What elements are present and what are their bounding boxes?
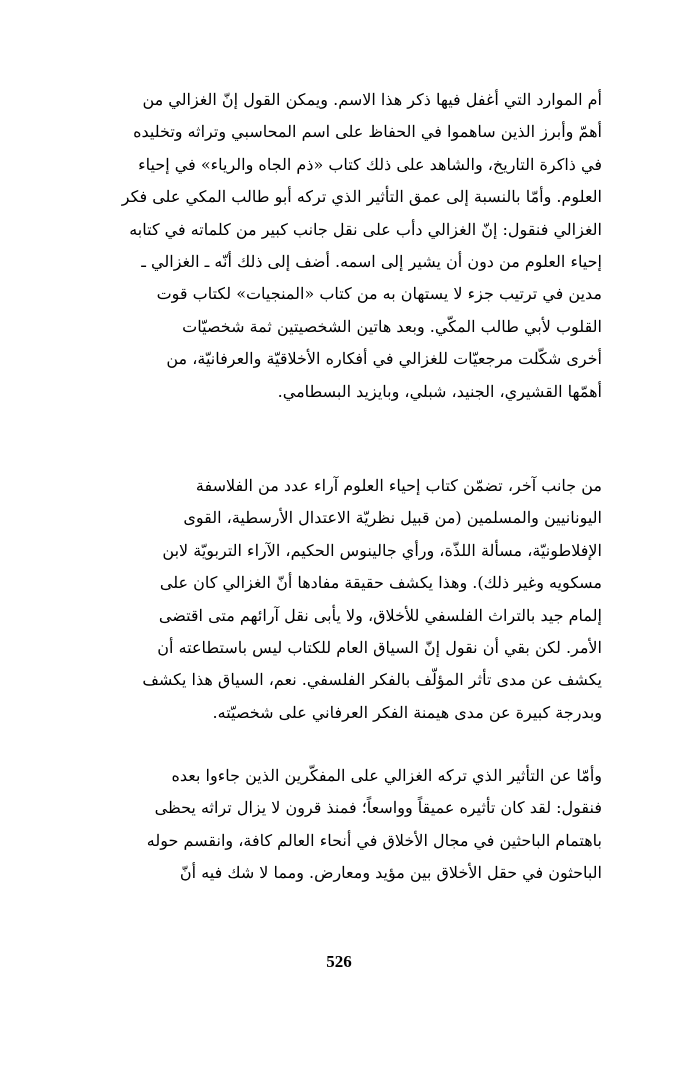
- paragraph-1: [82, 84, 602, 408]
- paragraph-line: فنقول: لقد كان تأثيره عميقاً وواسعاً؛ فمنذ قرون لا يزال تراثه يحظى: [154, 798, 602, 818]
- paragraph-line: مدين في ترتيب جزء لا يستهان به من كتاب «المنجيات» لكتاب قوت: [156, 284, 602, 304]
- paragraph-line: من جانب آخر، تضمّن كتاب إحياء العلوم آراء عدد من الفلاسفة: [195, 476, 602, 495]
- paragraph-line: القلوب لأبي طالب المكّي. وبعد هاتين الشخصيتين ثمة شخصيّات: [182, 316, 602, 336]
- paragraph-line: أخرى شكّلت مرجعيّات للغزالي في أفكاره الأخلاقيّة والعرفانيّة، من: [166, 349, 602, 369]
- paragraph-line: الباحثون في حقل الأخلاق بين مؤيد ومعارض. ومما لا شك فيه أنّ: [179, 863, 602, 883]
- paragraph-line: أهمّها القشيري، الجنيد، شبلي، وبايزيد البسطامي.: [277, 381, 602, 401]
- paragraph-line: الغزالي فنقول: إنّ الغزالي دأب على نقل جانب كبير من كلماته في كتابه: [129, 219, 602, 239]
- paragraph-line: في ذاكرة التاريخ، والشاهد على ذلك كتاب «ذم الجاه والرياء» في إحياء: [138, 154, 602, 174]
- paragraph-line: اليونانيين والمسلمين (من قبيل نظريّة الاعتدال الأرسطية، القوى: [183, 508, 602, 528]
- paragraph-line: وأمّا عن التأثير الذي تركه الغزالي على المفكّرين الذين جاءوا بعده: [171, 766, 602, 785]
- paragraph-line: الإفلاطونيّة، مسألة اللذّة، ورأي جالينوس الحكيم، الآراء التربويّة لابن: [162, 540, 602, 560]
- paragraph-2: [82, 470, 602, 729]
- paragraph-line: العلوم. وأمّا بالنسبة إلى عمق التأثير الذي تركه أبو طالب المكي على فكر: [121, 187, 602, 207]
- paragraph-line: مسكويه وغير ذلك). وهذا يكشف حقيقة مفادها أنّ الغزالي كان على: [159, 573, 602, 593]
- page-number: 526: [326, 952, 352, 971]
- paragraph-line: إحياء العلوم من دون أن يشير إلى اسمه. أضف إلى ذلك أنّه ـ الغزالي ـ: [141, 251, 602, 271]
- paragraph-line: إلمام جيد بالتراث الفلسفي للأخلاق، ولا يأبى نقل آرائهم متى اقتضى: [158, 605, 602, 625]
- paragraph-line: أم الموارد التي أغفل فيها ذكر هذا الاسم. ويمكن القول إنّ الغزالي من: [142, 90, 602, 109]
- paragraph-line: أهمّ وأبرز الذين ساهموا في الحفاظ على اسم المحاسبي وتراثه وتخليده: [133, 122, 602, 142]
- paragraph-line: باهتمام الباحثين في مجال الأخلاق في أنحاء العالم كافة، وانقسم حوله: [146, 830, 602, 850]
- paragraph-3: [82, 760, 602, 890]
- paragraph-line: الأمر. لكن بقي أن نقول إنّ السياق العام للكتاب ليس باستطاعته أن: [157, 637, 602, 657]
- paragraph-line: يكشف عن مدى تأثر المؤلّف بالفكر الفلسفي. نعم، السياق هذا يكشف: [142, 670, 602, 690]
- paragraph-line: وبدرجة كبيرة عن مدى هيمنة الفكر العرفاني على شخصيّته.: [212, 702, 602, 722]
